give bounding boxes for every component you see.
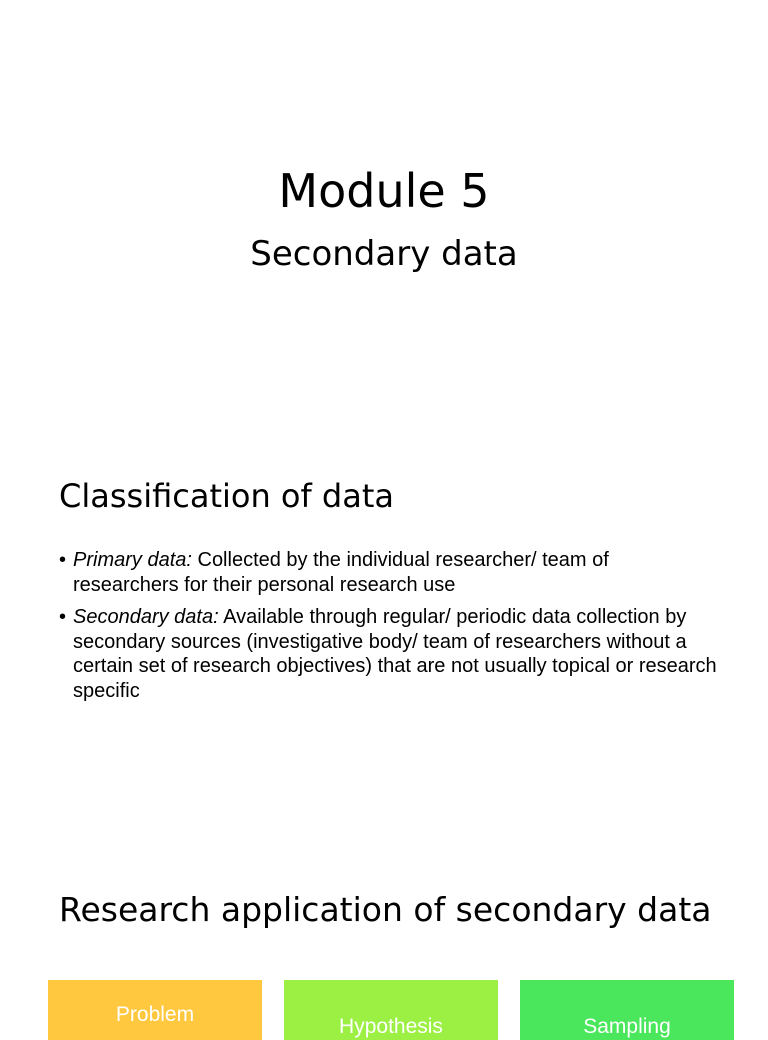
module-subtitle: Secondary data <box>250 234 518 274</box>
sampling-box-label: Sampling <box>583 1015 671 1038</box>
bullet-primary-data <box>59 548 719 597</box>
hypothesis-box-label: Hypothesis <box>339 1015 443 1038</box>
problem-box-label: Problem <box>115 1003 195 1026</box>
bullet-text: Available through regular/ periodic data collection by secondary sources (investigative body/ team of researchers without a certain set of research objectives) that are not usually topical or research specific <box>73 606 717 702</box>
module-title: Module 5 <box>278 164 490 218</box>
classification-bullet-list <box>59 548 719 711</box>
bullet-term: Secondary data: <box>73 606 219 628</box>
bullet-term: Primary data: <box>73 549 192 571</box>
bullet-text: Collected by the individual researcher/ team of researchers for their personal research use <box>73 549 609 596</box>
application-boxes <box>0 980 768 1038</box>
hypothesis-box <box>284 980 498 1040</box>
classification-heading: Classification of data <box>59 477 394 515</box>
bullet-secondary-data <box>59 605 719 703</box>
research-application-heading: Research application of secondary data <box>59 890 712 929</box>
problem-box <box>48 980 262 1040</box>
sampling-box <box>520 980 734 1040</box>
